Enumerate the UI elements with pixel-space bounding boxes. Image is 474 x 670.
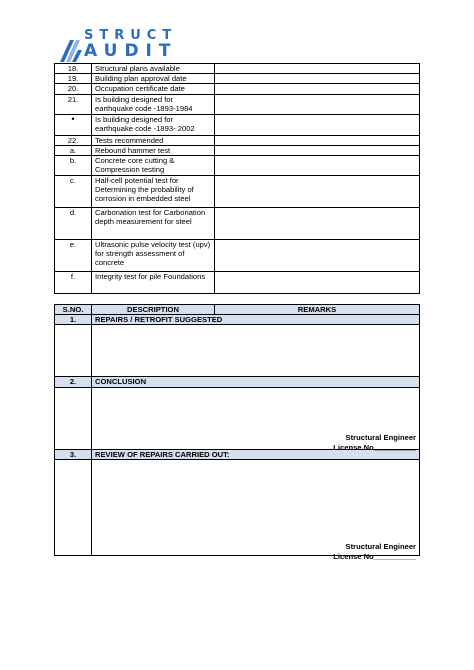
section-row-repairs — [55, 315, 420, 325]
row-number: b. — [55, 156, 92, 176]
row-description: Rebound hammer test — [92, 145, 215, 155]
row-number: d. — [55, 208, 92, 240]
license-number-field[interactable]: License No__________ — [333, 443, 416, 452]
section-body-content[interactable] — [92, 325, 420, 377]
row-remarks — [215, 208, 420, 240]
license-number-field[interactable]: License No__________ — [333, 552, 416, 561]
section-body-content[interactable] — [92, 459, 420, 555]
logo-line-1: STRUCT — [84, 28, 178, 43]
row-description: Is building designed for earthquake code -1893-1984 — [92, 94, 215, 114]
row-number: 21. — [55, 94, 92, 114]
row-remarks — [215, 84, 420, 94]
section-title: CONCLUSION — [92, 377, 420, 387]
row-description: Is building designed for earthquake code -1893- 2002 — [92, 114, 215, 135]
table-row — [55, 74, 420, 84]
logo-mark-icon — [60, 32, 82, 62]
row-number: f. — [55, 272, 92, 294]
signature-block-conclusion — [300, 433, 416, 453]
section-number: 1. — [55, 315, 92, 325]
table-row — [55, 208, 420, 240]
table-row — [55, 240, 420, 272]
checklist-table — [54, 63, 420, 294]
table-row — [55, 64, 420, 74]
table-row — [55, 84, 420, 94]
row-description: Concrete core cutting & Compression testing — [92, 156, 215, 176]
row-description: Structural plans available — [92, 64, 215, 74]
description-header: DESCRIPTION — [92, 305, 215, 315]
row-description: Ultrasonic pulse velocity test (upv) for strength assessment of concrete — [92, 240, 215, 272]
row-number: a. — [55, 145, 92, 155]
row-description: Half-cell potential test for Determining the probability of corrosion in embedded steel — [92, 176, 215, 208]
sno-header: S.NO. — [55, 305, 92, 315]
logo-line-2: AUDIT — [84, 41, 178, 61]
row-number: 18. — [55, 64, 92, 74]
row-description: Tests recommended — [92, 135, 215, 145]
row-description: Occupation certificate date — [92, 84, 215, 94]
row-remarks — [215, 176, 420, 208]
row-remarks — [215, 240, 420, 272]
table-row — [55, 135, 420, 145]
table-row — [55, 156, 420, 176]
remarks-header: REMARKS — [215, 305, 420, 315]
sections-table — [54, 304, 420, 556]
section-body-number-cell — [55, 459, 92, 555]
row-remarks — [215, 272, 420, 294]
row-remarks — [215, 74, 420, 84]
row-number: 22. — [55, 135, 92, 145]
row-number: • — [55, 114, 92, 135]
row-number: c. — [55, 176, 92, 208]
section-title: REVIEW OF REPAIRS CARRIED OUT: — [92, 449, 420, 459]
table-row — [55, 114, 420, 135]
section-row-conclusion — [55, 377, 420, 387]
row-number: e. — [55, 240, 92, 272]
row-number: 20. — [55, 84, 92, 94]
row-remarks — [215, 94, 420, 114]
section-body-number-cell — [55, 325, 92, 377]
row-remarks — [215, 64, 420, 74]
section-body-review — [55, 459, 420, 555]
struct-audit-logo — [60, 28, 178, 62]
engineer-role-label: Structural Engineer — [345, 542, 416, 551]
row-remarks — [215, 135, 420, 145]
table-row — [55, 272, 420, 294]
row-description: Building plan approval date — [92, 74, 215, 84]
row-description: Integrity test for pile Foundations — [92, 272, 215, 294]
row-description: Carbonation test for Carbonation depth measurement for steel — [92, 208, 215, 240]
header-row — [55, 305, 420, 315]
section-title: REPAIRS / RETROFIT SUGGESTED — [92, 315, 420, 325]
section-body-number-cell — [55, 387, 92, 449]
row-remarks — [215, 156, 420, 176]
section-number: 2. — [55, 377, 92, 387]
row-remarks — [215, 114, 420, 135]
section-number: 3. — [55, 449, 92, 459]
row-remarks — [215, 145, 420, 155]
signature-block-review — [300, 542, 416, 562]
section-body-repairs — [55, 325, 420, 377]
row-number: 19. — [55, 74, 92, 84]
engineer-role-label: Structural Engineer — [345, 433, 416, 442]
table-row — [55, 94, 420, 114]
table-row — [55, 176, 420, 208]
table-row — [55, 145, 420, 155]
